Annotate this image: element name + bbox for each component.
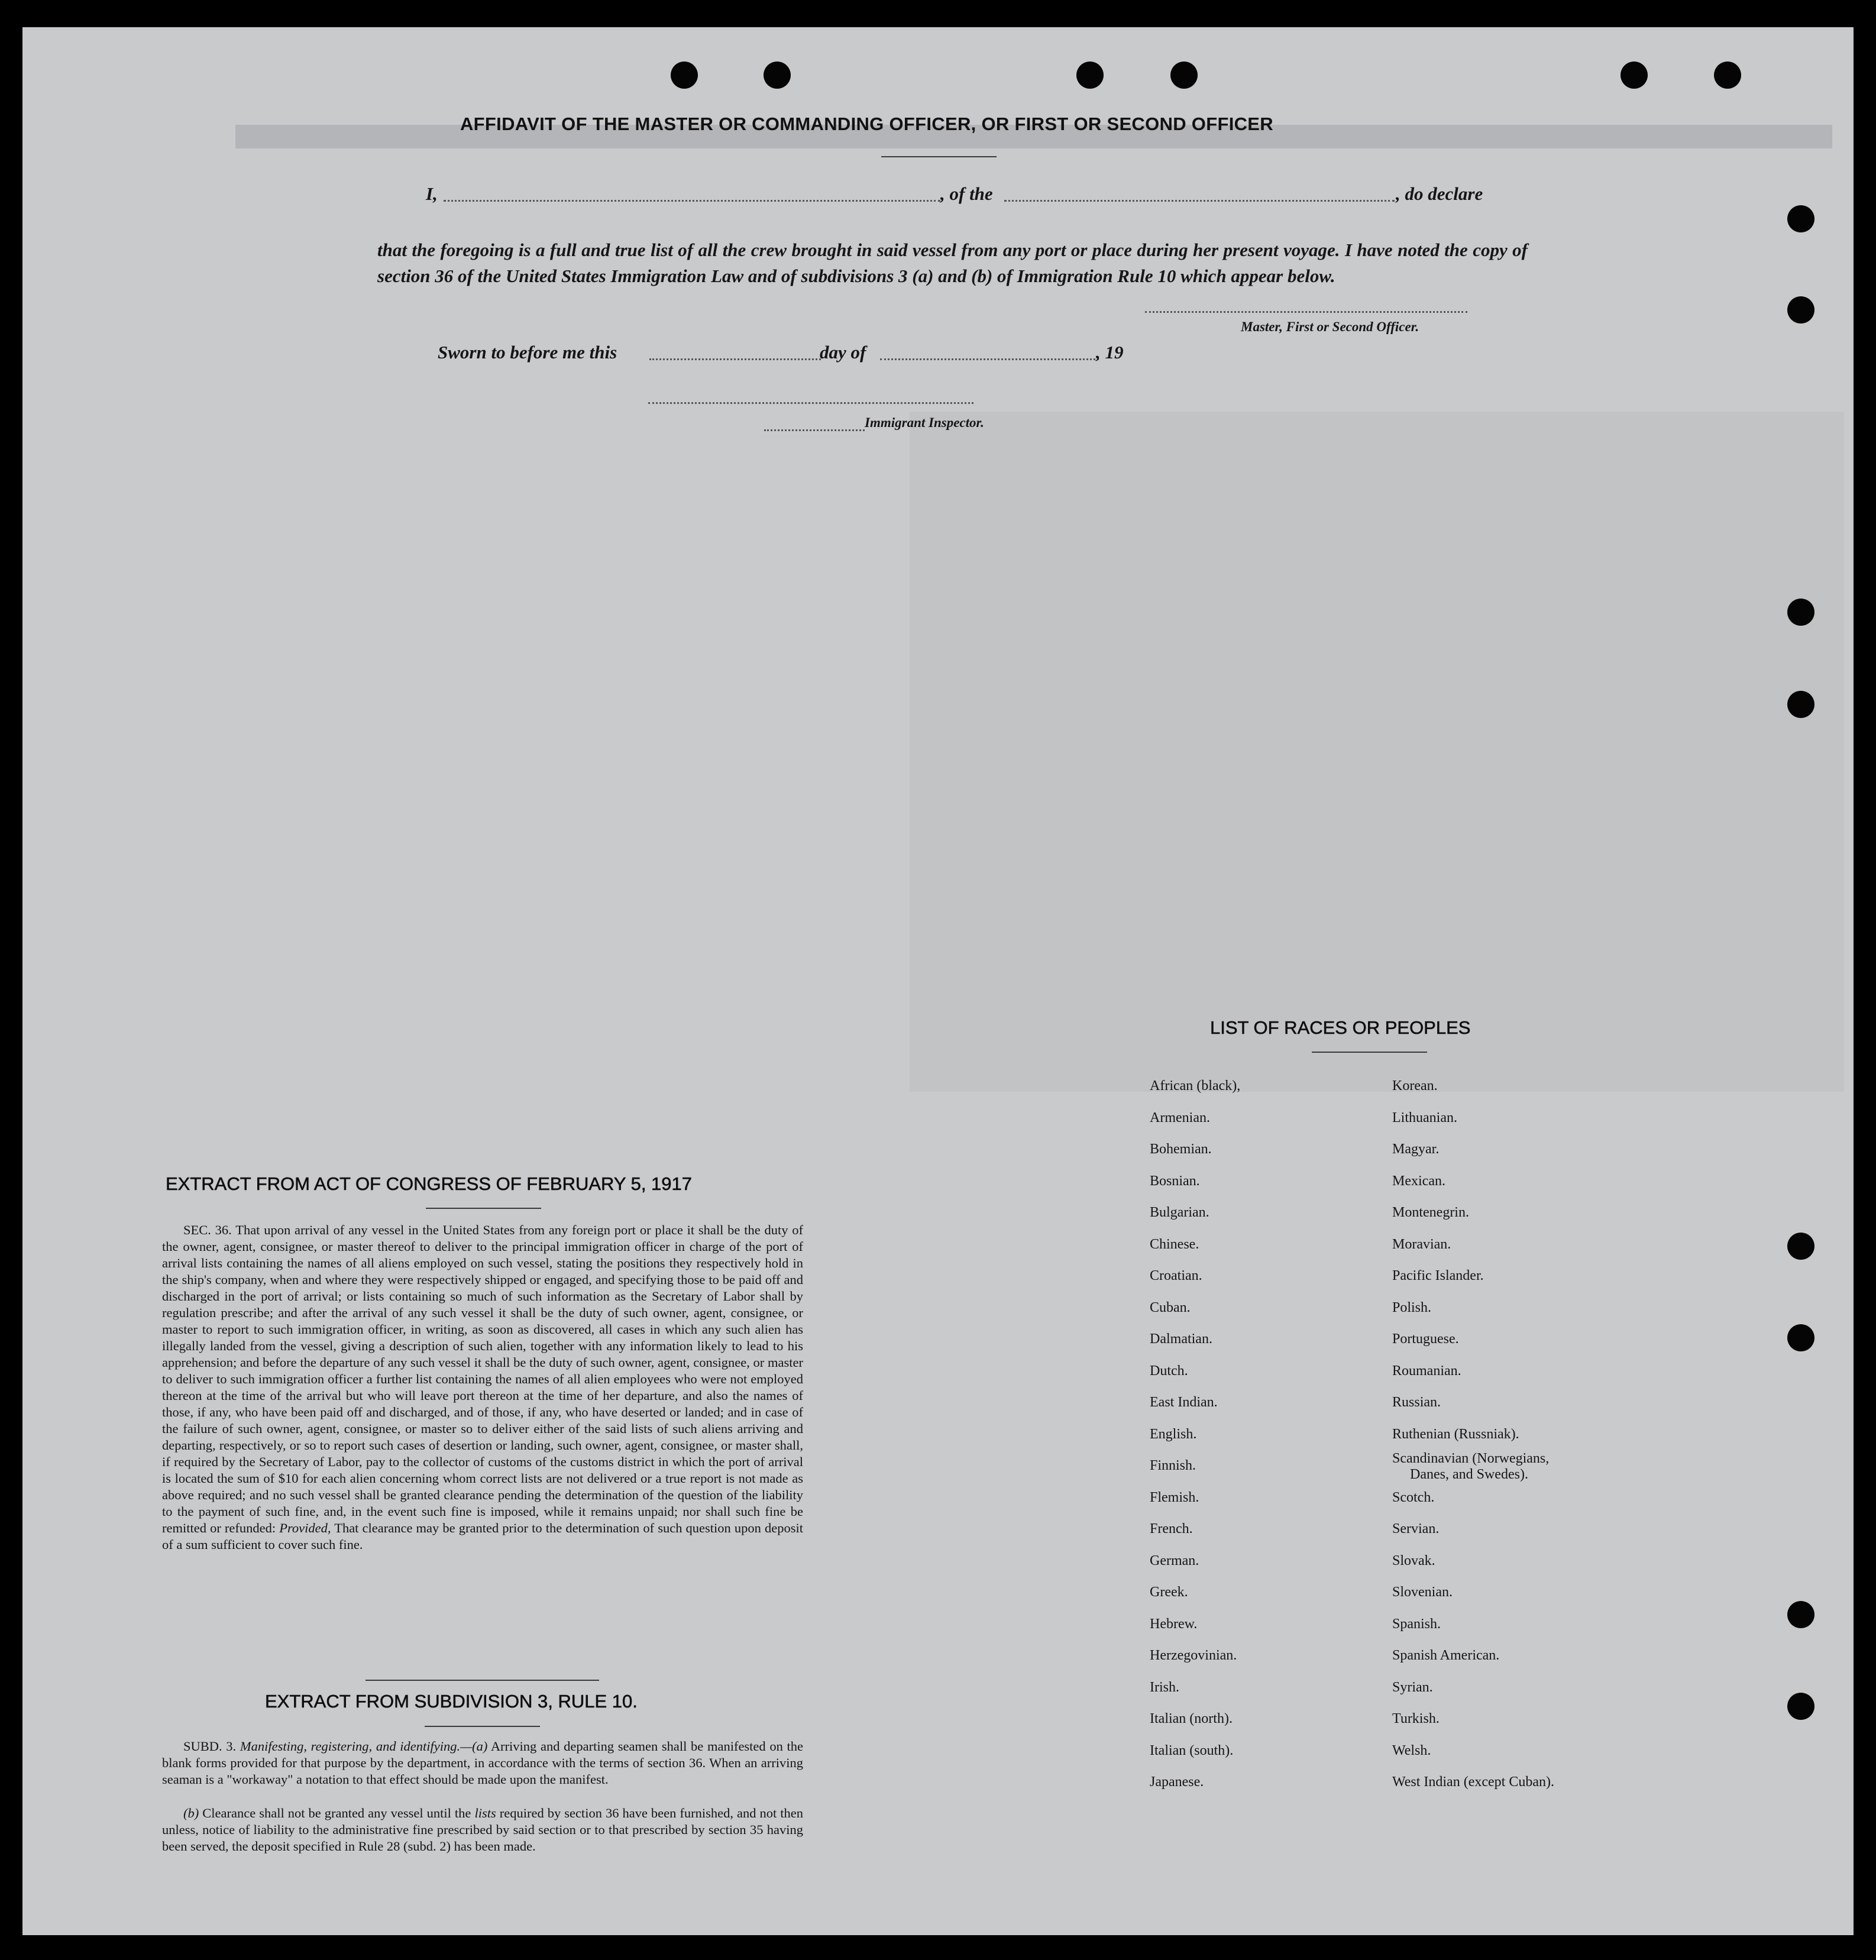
race-item: Polish. xyxy=(1392,1299,1432,1315)
race-item: Dutch. xyxy=(1150,1363,1188,1379)
race-item: Finnish. xyxy=(1150,1458,1196,1473)
punch-hole xyxy=(1170,62,1198,89)
race-item: Bosnian. xyxy=(1150,1173,1200,1189)
rule-extract-title-rule xyxy=(425,1726,540,1727)
section-label: SEC. 36. xyxy=(183,1222,232,1237)
race-item: Croatian. xyxy=(1150,1268,1202,1283)
punch-hole xyxy=(1787,1324,1814,1351)
affidavit-title-rule xyxy=(881,156,997,157)
race-item: Greek. xyxy=(1150,1584,1188,1600)
race-item: Mexican. xyxy=(1392,1173,1445,1189)
races-left-column xyxy=(1150,1070,1240,1799)
race-item: Dalmatian. xyxy=(1150,1331,1212,1347)
inspector-signature-blank-short[interactable] xyxy=(764,429,865,431)
race-item: German. xyxy=(1150,1553,1199,1568)
punch-hole xyxy=(1787,1233,1814,1260)
race-item: Slovenian. xyxy=(1392,1584,1453,1600)
race-item: Syrian. xyxy=(1392,1679,1433,1695)
races-title: LIST OF RACES OR PEOPLES xyxy=(1210,1017,1471,1038)
subdivision-3a-text xyxy=(162,1738,803,1788)
affidavit-title: AFFIDAVIT OF THE MASTER OR COMMANDING OFFICER, OR FIRST OR SECOND OFFICER xyxy=(460,114,1273,134)
race-item: Italian (north). xyxy=(1150,1711,1233,1726)
lists-word: lists xyxy=(474,1806,496,1820)
race-item: Moravian. xyxy=(1392,1236,1451,1252)
race-item: Irish. xyxy=(1150,1679,1179,1695)
race-item: Roumanian. xyxy=(1392,1363,1461,1379)
para-b-text-end: required by section 36 have been furnished, and not then unless, notice of liability to the administrative fine prescribed by said section or to that prescribed by section 35 having been served, the deposit specified in Rule 28 (subd. 2) has been made. xyxy=(162,1806,804,1854)
para-b-text: Clearance shall not be granted any vessel until the xyxy=(202,1806,471,1820)
act-extract-end-rule xyxy=(366,1680,599,1681)
punch-hole xyxy=(1787,1601,1814,1628)
vessel-name-blank[interactable] xyxy=(1004,200,1395,202)
provided-word: Provided, xyxy=(279,1521,331,1535)
do-declare-label: , do declare xyxy=(1396,183,1483,204)
race-item: Servian. xyxy=(1392,1521,1440,1537)
master-signature-blank[interactable] xyxy=(1145,311,1467,313)
race-item: Flemish. xyxy=(1150,1489,1199,1505)
inspector-label: Immigrant Inspector. xyxy=(865,415,984,430)
punch-hole xyxy=(1787,205,1814,232)
race-item: Turkish. xyxy=(1392,1711,1440,1726)
race-item: English. xyxy=(1150,1426,1197,1442)
race-item: Chinese. xyxy=(1150,1236,1199,1252)
race-item-continuation: Danes, and Swedes). xyxy=(1410,1467,1528,1482)
section-body: That upon arrival of any vessel in the United States from any foreign port or place it shall be the duty of the owner, agent, consignee, or master thereof to deliver to the principal immigration officer in charge of the port of arrival lists containing the names of all aliens employed on such vessel, stating the positions they respectively hold in the ship's company, when and where they were respectively shipped or engaged, and specifying those to be paid off and discharged in the port of arrival; or lists containing so much of such information as the Secretary of Labor shall by regulation prescribe; and after the arrival of any such vessel it shall be the duty of such owner, agent, consignee, or master to report to such immigration officer, in writing, as soon as discovered, all cases in which any such alien has illegally landed from the vessel, giving a description of such alien, together with any information likely to lead to his apprehension; and before the departure of any such vessel it shall be the duty of such owner, agent, consignee, or master to deliver to such immigration officer a further list containing the names of all alien employees who were not employed thereon at the time of the arrival but who will leave port thereon at the time of her departure, and also the names of those, if any, who have been paid off and discharged, and of those, if any, who have deserted or landed; and in case of the failure of such owner, agent, consignee, or master so to deliver either of the said lists of such aliens arriving and departing, respectively, or so to report such cases of desertion or landing, such owner, agent, consignee, or master shall, if required by the Secretary of Labor, pay to the collector of customs of the customs district in which the port of arrival is located the sum of $10 for each alien concerning whom correct lists are not delivered or a true report is not made as above required; and no such vessel shall be granted clearance pending the determination of the question of the liability to the payment of such fine, and, in the event such fine is imposed, while it remains unpaid; nor shall such fine be remitted or refunded: xyxy=(162,1222,804,1535)
sworn-day-blank[interactable] xyxy=(649,358,821,360)
race-item: Cuban. xyxy=(1150,1299,1191,1315)
race-item: Slovak. xyxy=(1392,1553,1435,1568)
para-a-text: Arriving and departing seamen shall be manifested on the blank forms provided for that purpose by the department, in accordance with the terms of section 36. When an arriving seaman is a "workaway" a notation to that effect should be made upon the manifest. xyxy=(162,1739,803,1787)
race-item xyxy=(1392,1450,1554,1482)
race-item: Ruthenian (Russniak). xyxy=(1392,1426,1519,1442)
race-item: Scotch. xyxy=(1392,1489,1435,1505)
day-of-label: day of xyxy=(820,342,866,363)
race-item: Korean. xyxy=(1392,1078,1438,1094)
race-item: Montenegrin. xyxy=(1392,1205,1469,1220)
of-the-label: , of the xyxy=(940,183,993,204)
races-title-rule xyxy=(1312,1052,1427,1053)
race-item: Hebrew. xyxy=(1150,1616,1198,1632)
subdivision-3b-text xyxy=(162,1805,803,1855)
subd-heading: Manifesting, registering, and identifying. xyxy=(240,1739,461,1754)
section-body-end: That clearance may be granted prior to the determination of such question upon deposit of a sum sufficient to cover such fine. xyxy=(162,1521,804,1552)
sworn-label: Sworn to before me this xyxy=(438,342,617,363)
race-item: Lithuanian. xyxy=(1392,1110,1457,1125)
punch-hole xyxy=(671,62,698,89)
punch-hole xyxy=(1714,62,1741,89)
sworn-month-blank[interactable] xyxy=(880,358,1099,360)
race-item: Magyar. xyxy=(1392,1141,1440,1157)
punch-hole xyxy=(1787,1693,1814,1720)
race-item: French. xyxy=(1150,1521,1193,1537)
punch-hole xyxy=(1621,62,1648,89)
inspector-signature-blank[interactable] xyxy=(648,402,973,404)
rule-extract-title: EXTRACT FROM SUBDIVISION 3, RULE 10. xyxy=(265,1691,638,1712)
bleed-through-band xyxy=(910,412,1844,1092)
race-item: Italian (south). xyxy=(1150,1742,1234,1758)
race-item: Portuguese. xyxy=(1392,1331,1459,1347)
race-item: African (black), xyxy=(1150,1078,1241,1094)
race-item: Japanese. xyxy=(1150,1774,1204,1790)
punch-hole xyxy=(1787,599,1814,626)
punch-hole xyxy=(1787,691,1814,718)
act-extract-title-rule xyxy=(426,1208,541,1209)
year-label: , 19 xyxy=(1096,342,1124,363)
section-36-text xyxy=(162,1222,803,1553)
form-sheet xyxy=(22,27,1854,1935)
para-b-marker: (b) xyxy=(183,1806,199,1820)
declarant-prefix: I, xyxy=(426,183,438,204)
para-a-marker: —(a) xyxy=(460,1739,488,1754)
race-item: Bohemian. xyxy=(1150,1141,1212,1157)
race-item: East Indian. xyxy=(1150,1395,1218,1410)
race-item: Spanish American. xyxy=(1392,1648,1500,1663)
race-item: Welsh. xyxy=(1392,1742,1431,1758)
subd-label: SUBD. 3. xyxy=(183,1739,237,1754)
race-item: Russian. xyxy=(1392,1395,1441,1410)
master-signature-label: Master, First or Second Officer. xyxy=(1241,319,1419,334)
race-item-line: Scandinavian (Norwegians, xyxy=(1392,1451,1550,1466)
declaration-text: that the foregoing is a full and true list of all the crew brought in said vessel from any port or place during her present voyage. I have noted the copy of section 36 of the United States Immigration Law and of subdivisions 3 (a) and (b) of Immigration Rule 10 which appear below. xyxy=(377,240,1528,286)
race-item: Spanish. xyxy=(1392,1616,1441,1632)
races-right-column xyxy=(1392,1070,1554,1799)
punch-hole xyxy=(1787,296,1814,324)
punch-hole xyxy=(1076,62,1104,89)
declarant-name-blank[interactable] xyxy=(444,200,940,202)
race-item: West Indian (except Cuban). xyxy=(1392,1774,1554,1790)
race-item: Bulgarian. xyxy=(1150,1205,1209,1220)
race-item: Pacific Islander. xyxy=(1392,1268,1484,1283)
punch-hole xyxy=(764,62,791,89)
race-item: Armenian. xyxy=(1150,1110,1210,1125)
act-extract-title: EXTRACT FROM ACT OF CONGRESS OF FEBRUARY 5, 1917 xyxy=(166,1173,693,1194)
race-item: Herzegovinian. xyxy=(1150,1648,1237,1663)
